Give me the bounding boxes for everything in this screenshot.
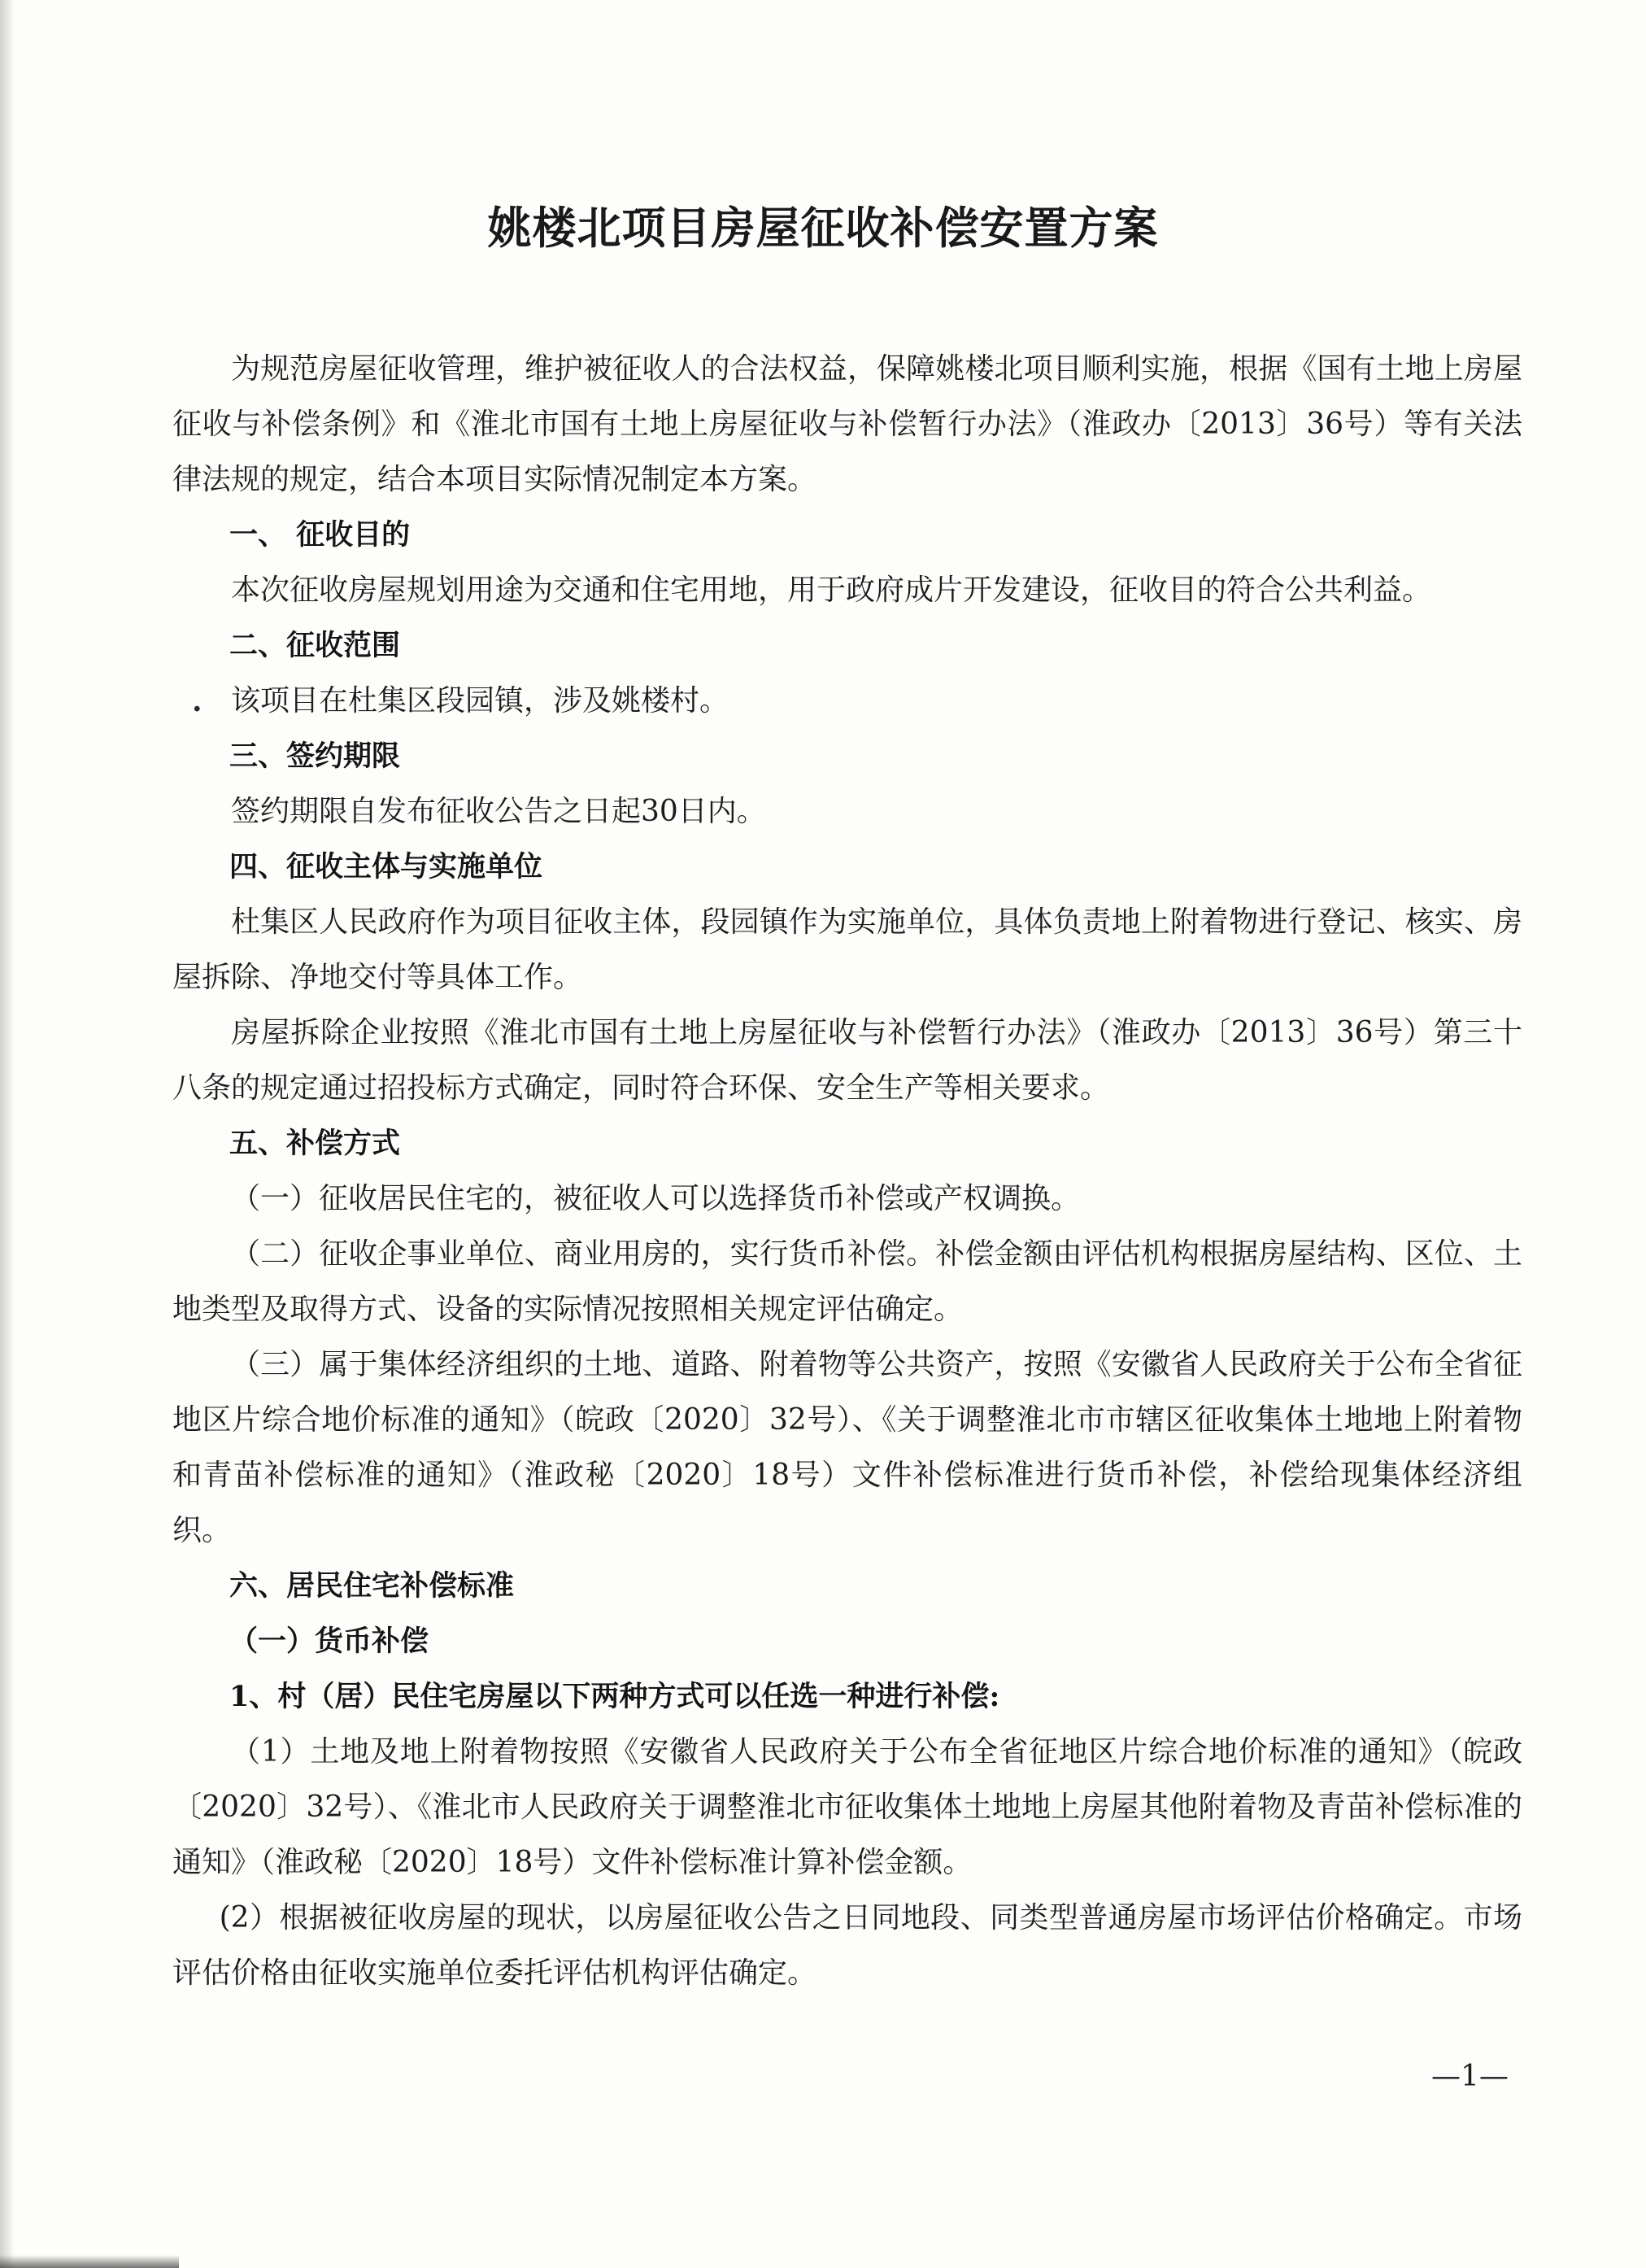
scan-edge [0,2255,179,2268]
bullet-mark: . [192,684,202,718]
scan-shadow [0,0,15,2268]
section-heading-scope: 二、征收范围 [229,630,401,662]
section-heading-purpose: 一、 征收目的 [229,519,411,552]
paragraph-method-3: （三）属于集体经济组织的土地、道路、附着物等公共资产，按照《安徽省人民政府关于公布全省征地区片综合地价标准的通知》（皖政〔2020〕32号）、《关于调整淮北市市辖区征收集体土地地上附着物和青苗补偿标准的通知》（淮政秘〔2020〕18号）文件补偿标准进行货币补偿，补偿给现集体经济组织。 [172,1348,1522,1547]
paragraph-deadline: 签约期限自发布征收公告之日起30日内。 [231,795,766,828]
paragraph-scope-text: 该项目在杜集区段园镇，涉及姚楼村。 [231,684,729,717]
subheading-monetary: （一）货币补偿 [229,1625,429,1658]
section-heading-deadline: 三、签约期限 [229,740,401,773]
paragraph-method-1: （一）征收居民住宅的，被征收人可以选择货币补偿或产权调换。 [231,1182,1081,1215]
section-heading-residential-standard: 六、居民住宅补偿标准 [229,1570,515,1603]
subheading-two-methods: 1、村（居）民住宅房屋以下两种方式可以任选一种进行补偿: [229,1680,1000,1713]
section-heading-compensation-method: 五、补偿方式 [229,1127,401,1160]
paragraph-subject: 杜集区人民政府作为项目征收主体，段园镇作为实施单位，具体负责地上附着物进行登记、核实、房屋拆除、净地交付等具体工作。 [172,905,1522,994]
document-body [172,342,1522,2001]
paragraph-purpose: 本次征收房屋规划用途为交通和住宅用地，用于政府成片开发建设，征收目的符合公共利益。 [231,574,1432,607]
paragraph-option-2: (2）根据被征收房屋的现状，以房屋征收公告之日同地段、同类型普通房屋市场评估价格确定。市场评估价格由征收实施单位委托评估机构评估确定。 [172,1901,1522,1990]
document-title: 姚楼北项目房屋征收补偿安置方案 [487,202,1159,254]
section-heading-subject: 四、征收主体与实施单位 [229,851,543,883]
paragraph-demolition: 房屋拆除企业按照《淮北市国有土地上房屋征收与补偿暂行办法》（淮政办〔2013〕36号）第三十八条的规定通过招投标方式确定，同时符合环保、安全生产等相关要求。 [172,1016,1522,1105]
paragraph-method-2: （二）征收企事业单位、商业用房的，实行货币补偿。补偿金额由评估机构根据房屋结构、区位、土地类型及取得方式、设备的实际情况按照相关规定评估确定。 [172,1237,1522,1326]
paragraph-scope [172,674,1522,729]
page-number: —1— [1431,2060,1509,2093]
paragraph-option-1: （1）土地及地上附着物按照《安徽省人民政府关于公布全省征地区片综合地价标准的通知》（皖政〔2020〕32号）、《淮北市人民政府关于调整淮北市征收集体土地地上房屋其他附着物及青苗补偿标准的通知》（淮政秘〔2020〕18号）文件补偿标准计算补偿金额。 [172,1735,1522,1879]
intro-paragraph: 为规范房屋征收管理，维护被征收人的合法权益，保障姚楼北项目顺利实施，根据《国有土地上房屋征收与补偿条例》和《淮北市国有土地上房屋征收与补偿暂行办法》（淮政办〔2013〕36号）等有关法律法规的规定，结合本项目实际情况制定本方案。 [172,352,1522,496]
